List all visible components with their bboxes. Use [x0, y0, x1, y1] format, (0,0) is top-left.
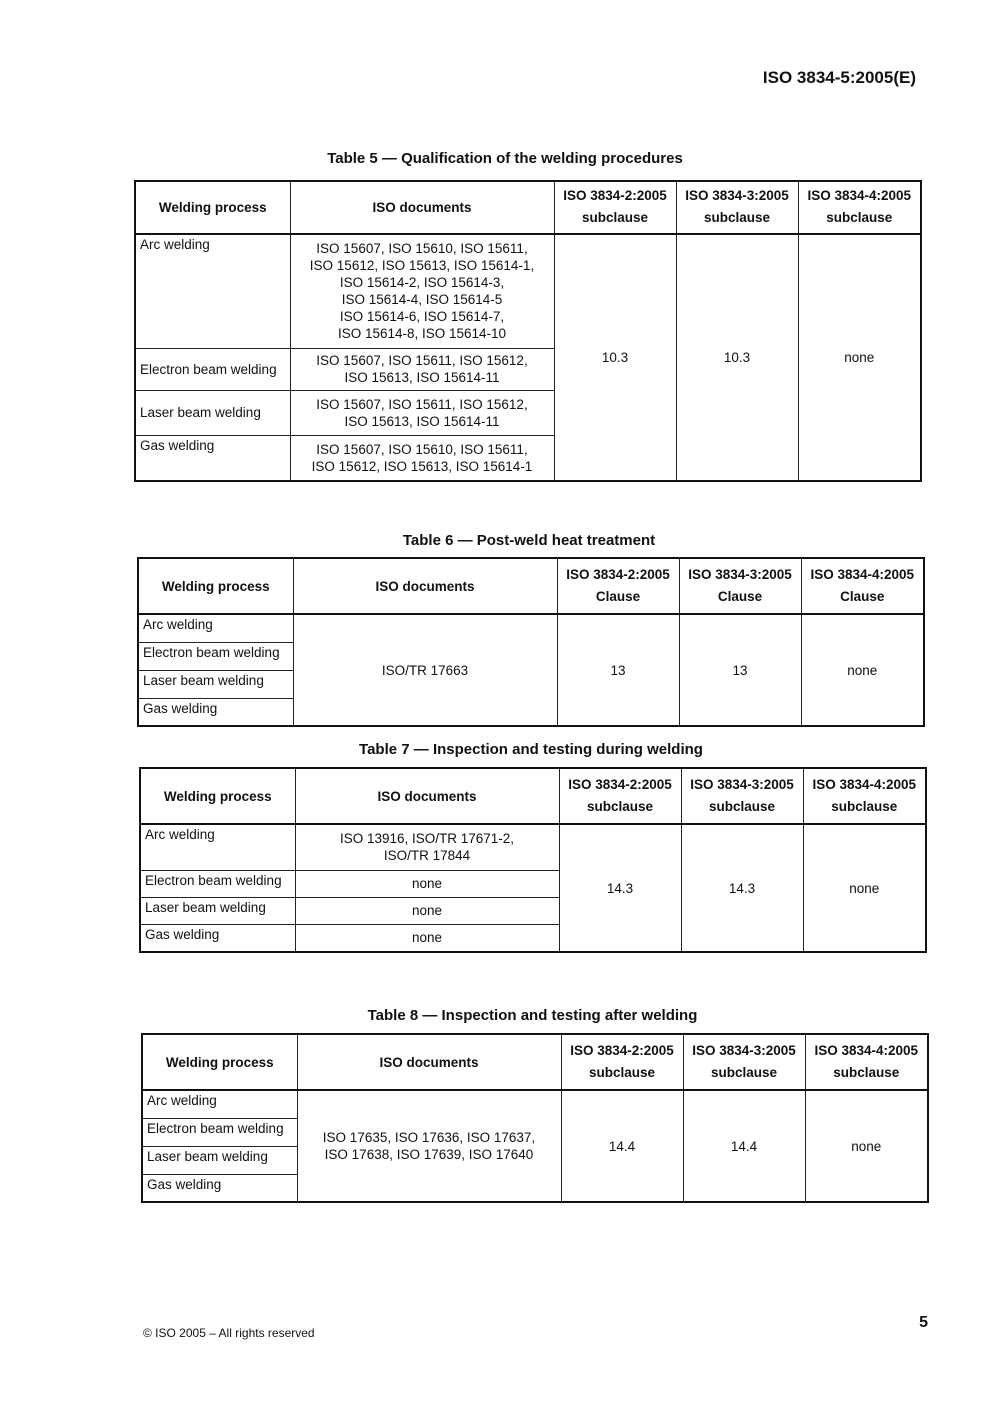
- doc-line: ISO/TR 17844: [383, 848, 471, 864]
- welding-process-cell: Arc welding: [142, 1090, 297, 1118]
- page-number: 5: [919, 1314, 928, 1331]
- doc-line: ISO 15607, ISO 15610, ISO 15611,: [316, 441, 528, 457]
- iso-documents-cell: [290, 390, 554, 435]
- iso-documents-cell: [297, 1090, 561, 1202]
- iso-documents-cell: ISO/TR 17663: [293, 614, 557, 726]
- document-id: ISO 3834-5:2005(E): [762, 68, 916, 87]
- welding-process-cell: Gas welding: [142, 1174, 297, 1202]
- standard-name: ISO 3834-3:2005: [685, 188, 789, 203]
- welding-process-cell: Gas welding: [135, 435, 290, 481]
- table-7: [139, 767, 927, 953]
- standard-name: ISO 3834-3:2005: [692, 1042, 796, 1058]
- header-welding-process: Welding process: [135, 181, 290, 234]
- standard-name: ISO 3834-4:2005: [814, 1042, 919, 1058]
- standard-unit: subclause: [703, 210, 771, 225]
- header-standard: [681, 768, 803, 824]
- welding-process-cell: Laser beam welding: [138, 670, 293, 698]
- value-cell: none: [801, 614, 924, 726]
- value-cell: none: [805, 1090, 928, 1202]
- value-cell: 10.3: [676, 234, 798, 481]
- standard-unit: subclause: [833, 1064, 900, 1080]
- doc-line: ISO 15612, ISO 15613, ISO 15614-1: [311, 458, 533, 474]
- iso-documents-cell: [290, 234, 554, 348]
- iso-documents-cell: none: [295, 924, 559, 952]
- header-standard: [559, 768, 681, 824]
- standard-name: ISO 3834-3:2005: [688, 566, 792, 582]
- table-8: [141, 1033, 929, 1203]
- standard-unit: subclause: [586, 798, 654, 814]
- table-8-title: Table 8 — Inspection and testing after welding: [367, 1007, 698, 1024]
- standard-unit: Clause: [717, 588, 763, 604]
- value-cell: 14.4: [561, 1090, 683, 1202]
- value-cell: 14.3: [559, 824, 681, 952]
- doc-line: ISO 15612, ISO 15613, ISO 15614-1,: [309, 258, 535, 274]
- doc-line: ISO 17638, ISO 17639, ISO 17640: [324, 1147, 534, 1162]
- welding-process-cell: Arc welding: [135, 234, 290, 348]
- standard-unit: subclause: [710, 1064, 778, 1080]
- standard-unit: subclause: [826, 210, 893, 225]
- standard-name: ISO 3834-3:2005: [690, 776, 794, 792]
- header-iso-documents: ISO documents: [297, 1034, 561, 1090]
- header-standard: [554, 181, 676, 234]
- header-welding-process: Welding process: [142, 1034, 297, 1090]
- header-standard: [679, 558, 801, 614]
- welding-process-cell: Laser beam welding: [135, 390, 290, 435]
- standard-unit: subclause: [588, 1064, 656, 1080]
- iso-documents-cell: none: [295, 897, 559, 924]
- welding-process-cell: Electron beam welding: [138, 642, 293, 670]
- standard-name: ISO 3834-2:2005: [570, 1042, 674, 1058]
- doc-line: ISO 15607, ISO 15611, ISO 15612,: [316, 353, 528, 368]
- welding-process-cell: Electron beam welding: [140, 870, 295, 897]
- welding-process-cell: Gas welding: [140, 924, 295, 952]
- header-iso-documents: ISO documents: [293, 558, 557, 614]
- table-7-title: Table 7 — Inspection and testing during welding: [359, 741, 703, 758]
- doc-line: ISO 15614-8, ISO 15614-10: [337, 326, 507, 342]
- standard-name: ISO 3834-4:2005: [812, 776, 917, 792]
- value-cell: 13: [557, 614, 679, 726]
- value-cell: 13: [679, 614, 801, 726]
- doc-line: ISO 13916, ISO/TR 17671-2,: [339, 831, 515, 847]
- header-standard: [561, 1034, 683, 1090]
- welding-process-cell: Laser beam welding: [142, 1146, 297, 1174]
- doc-line: ISO 15613, ISO 15614-11: [344, 413, 500, 429]
- standard-unit: subclause: [581, 210, 649, 225]
- header-iso-documents: ISO documents: [290, 181, 554, 234]
- value-cell: none: [803, 824, 926, 952]
- doc-line: ISO 17635, ISO 17636, ISO 17637,: [322, 1130, 536, 1145]
- iso-documents-cell: [290, 348, 554, 390]
- value-cell: none: [798, 234, 921, 481]
- header-standard: [557, 558, 679, 614]
- welding-process-cell: Arc welding: [138, 614, 293, 642]
- doc-line: ISO 15613, ISO 15614-11: [344, 370, 500, 385]
- value-cell: 14.3: [681, 824, 803, 952]
- table-5: [134, 180, 922, 482]
- header-welding-process: Welding process: [138, 558, 293, 614]
- header-standard: [805, 1034, 928, 1090]
- doc-line: ISO 15614-4, ISO 15614-5: [341, 292, 503, 308]
- iso-documents-cell: [295, 824, 559, 870]
- welding-process-cell: Electron beam welding: [142, 1118, 297, 1146]
- welding-process-cell: Laser beam welding: [140, 897, 295, 924]
- table-5-title: Table 5 — Qualification of the welding procedures: [327, 150, 683, 167]
- iso-documents-cell: [290, 435, 554, 481]
- welding-process-cell: Electron beam welding: [135, 348, 290, 390]
- doc-line: ISO 15607, ISO 15610, ISO 15611,: [316, 241, 528, 257]
- iso-documents-cell: none: [295, 870, 559, 897]
- table-row: [135, 234, 921, 348]
- standard-name: ISO 3834-2:2005: [566, 566, 670, 582]
- standard-unit: subclause: [708, 798, 776, 814]
- header-standard: [683, 1034, 805, 1090]
- doc-line: ISO 15614-6, ISO 15614-7,: [339, 309, 505, 325]
- header-standard: [803, 768, 926, 824]
- table-row: [142, 1090, 928, 1118]
- value-cell: 14.4: [683, 1090, 805, 1202]
- table-6: [137, 557, 925, 727]
- header-standard: [801, 558, 924, 614]
- standard-name: ISO 3834-4:2005: [810, 566, 915, 582]
- header-welding-process: Welding process: [140, 768, 295, 824]
- header-standard: [676, 181, 798, 234]
- standard-unit: Clause: [595, 588, 641, 604]
- welding-process-cell: Gas welding: [138, 698, 293, 726]
- table-row: [140, 824, 926, 870]
- header-standard: [798, 181, 921, 234]
- table-6-title: Table 6 — Post-weld heat treatment: [402, 532, 656, 549]
- table-row: [138, 614, 924, 642]
- standard-name: ISO 3834-2:2005: [563, 188, 667, 203]
- welding-process-cell: Arc welding: [140, 824, 295, 870]
- doc-line: ISO 15607, ISO 15611, ISO 15612,: [316, 396, 528, 412]
- value-cell: 10.3: [554, 234, 676, 481]
- standard-name: ISO 3834-4:2005: [807, 188, 912, 203]
- header-iso-documents: ISO documents: [295, 768, 559, 824]
- standard-name: ISO 3834-2:2005: [568, 776, 672, 792]
- standard-unit: Clause: [840, 588, 885, 604]
- copyright-notice: © ISO 2005 – All rights reserved: [143, 1326, 315, 1340]
- doc-line: ISO 15614-2, ISO 15614-3,: [339, 275, 505, 291]
- standard-unit: subclause: [831, 798, 898, 814]
